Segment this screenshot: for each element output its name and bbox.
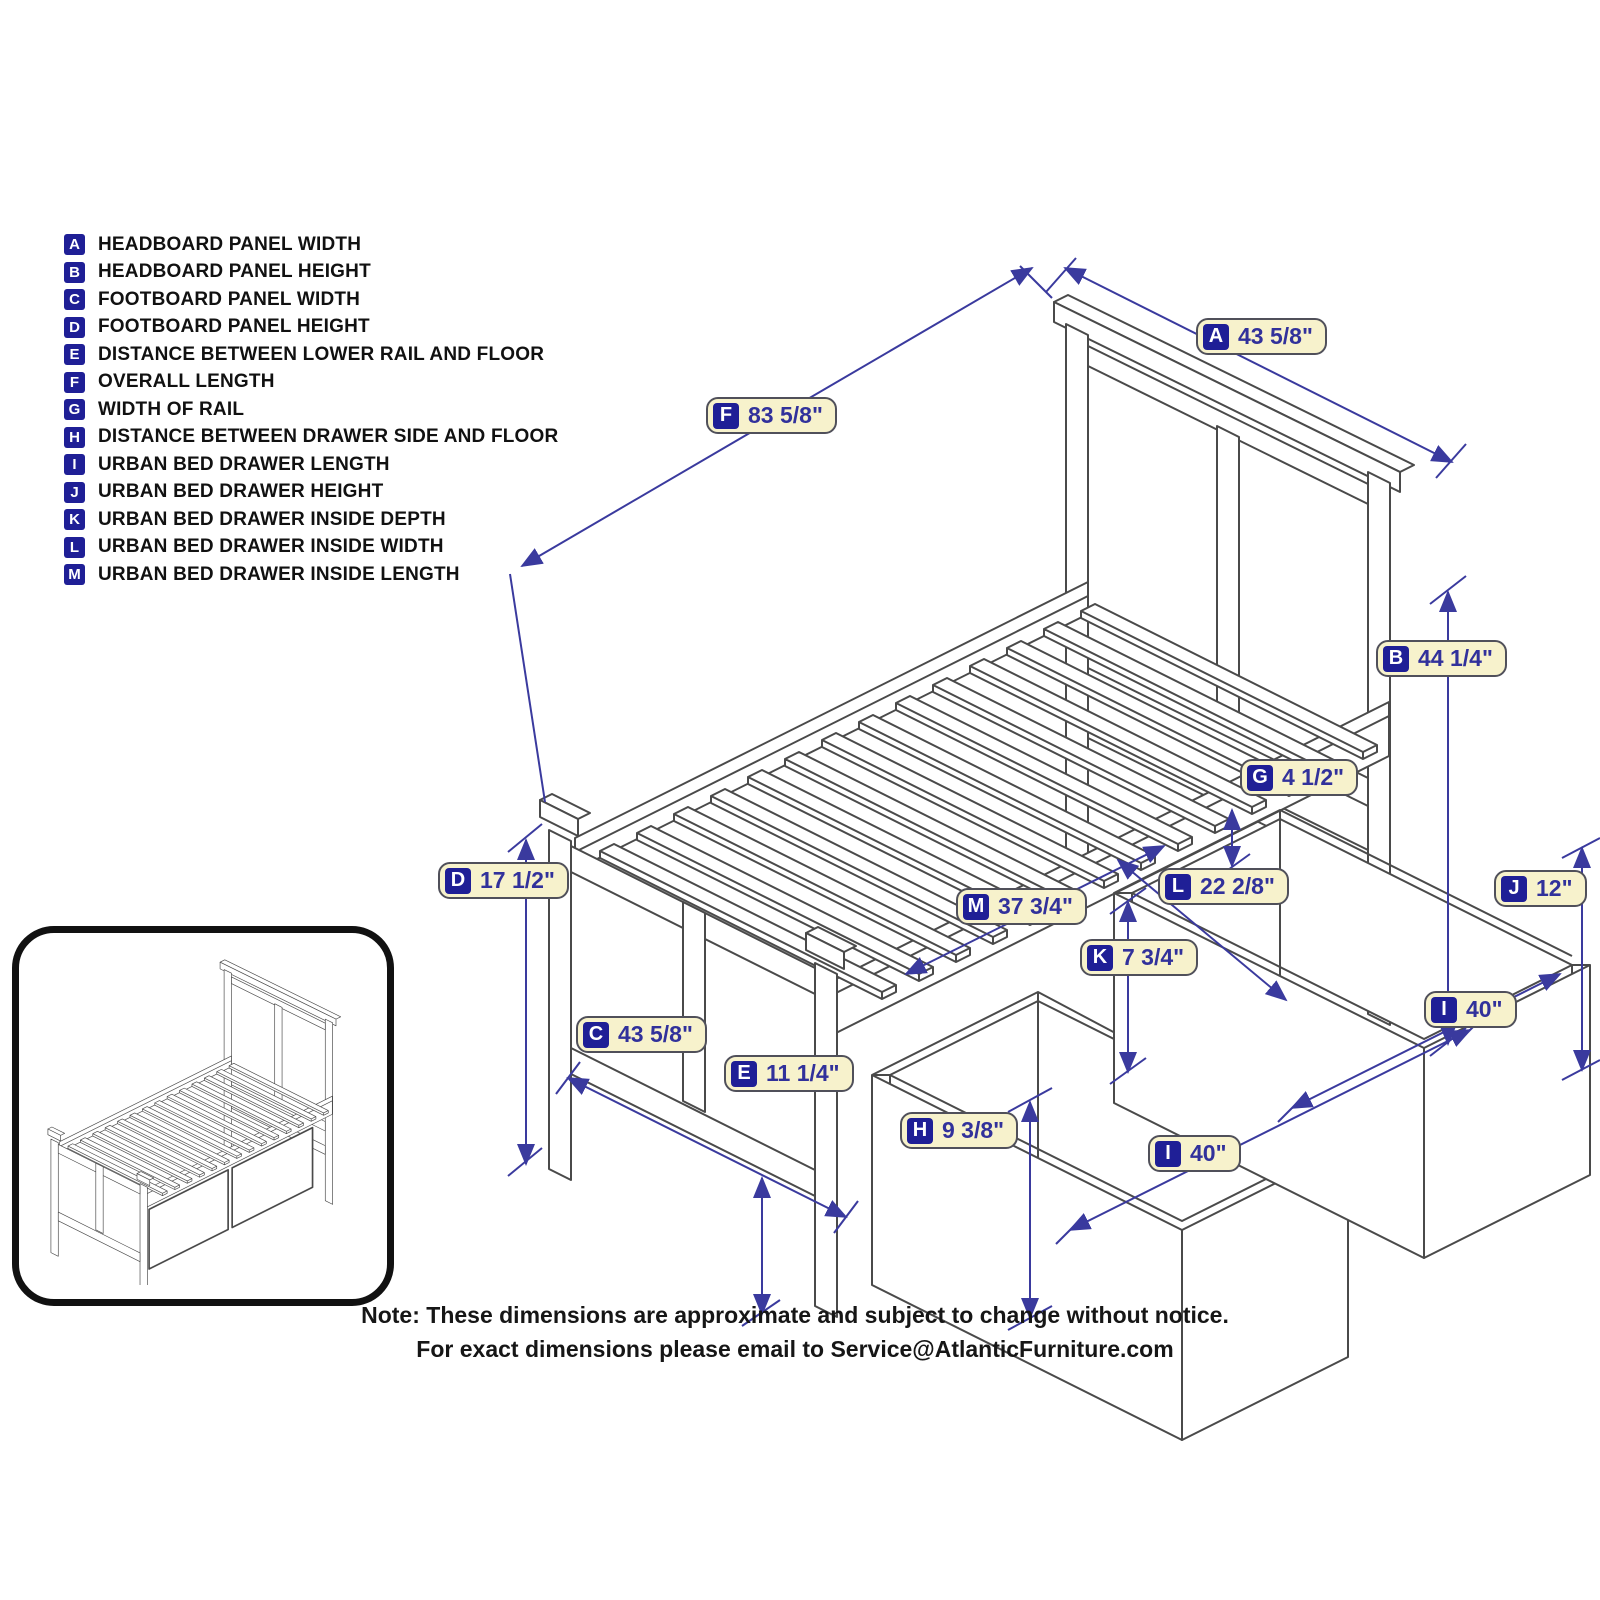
dim-letter: K xyxy=(1087,945,1113,971)
dim-value: 12" xyxy=(1536,875,1573,901)
legend-item xyxy=(64,427,558,448)
legend-letter-badge: G xyxy=(64,399,85,420)
legend-item xyxy=(64,564,558,585)
dim-value: 43 5/8" xyxy=(618,1021,693,1047)
dim-letter: L xyxy=(1165,874,1191,900)
legend-item xyxy=(64,454,558,475)
dim-label-j xyxy=(1494,870,1587,907)
dim-letter: E xyxy=(731,1061,757,1087)
dim-letter: I xyxy=(1431,997,1457,1023)
legend-item xyxy=(64,482,558,503)
dim-letter: C xyxy=(583,1022,609,1048)
dim-letter: F xyxy=(713,403,739,429)
dim-letter: D xyxy=(445,868,471,894)
dim-letter: B xyxy=(1383,646,1409,672)
legend-label: URBAN BED DRAWER HEIGHT xyxy=(98,481,384,502)
legend-letter-badge: L xyxy=(64,537,85,558)
legend-label: HEADBOARD PANEL HEIGHT xyxy=(98,261,371,282)
dim-label-d xyxy=(438,862,569,899)
legend-label: OVERALL LENGTH xyxy=(98,371,275,392)
dim-label-c xyxy=(576,1016,707,1053)
legend-item xyxy=(64,372,558,393)
dim-value: 37 3/4" xyxy=(998,893,1073,919)
legend-label: URBAN BED DRAWER LENGTH xyxy=(98,453,390,475)
legend-label: FOOTBOARD PANEL HEIGHT xyxy=(98,316,370,337)
bed-thumbnail xyxy=(12,926,394,1306)
dim-label-h xyxy=(900,1112,1018,1149)
dim-value: 11 1/4" xyxy=(766,1060,840,1086)
dim-letter: M xyxy=(963,894,989,920)
legend-item xyxy=(64,234,558,255)
legend-item xyxy=(64,509,558,530)
dim-value: 7 3/4" xyxy=(1122,944,1185,970)
legend-letter-badge: D xyxy=(64,317,85,338)
bed-thumbnail-drawing xyxy=(19,933,373,1285)
dim-label-i-bottom xyxy=(1148,1135,1241,1172)
legend-letter-badge: B xyxy=(64,262,85,283)
legend-letter-badge: J xyxy=(64,482,85,503)
dim-value: 43 5/8" xyxy=(1238,323,1313,349)
legend-item xyxy=(64,344,558,365)
dim-label-g xyxy=(1240,759,1358,796)
legend-label: HEADBOARD PANEL WIDTH xyxy=(98,233,362,255)
legend-letter-badge: C xyxy=(64,289,85,310)
dim-value: 83 5/8" xyxy=(748,402,823,428)
legend-label: DISTANCE BETWEEN DRAWER SIDE AND FLOOR xyxy=(98,426,559,447)
legend-label: DISTANCE BETWEEN LOWER RAIL AND FLOOR xyxy=(98,343,545,365)
dim-label-a xyxy=(1196,318,1327,355)
legend-label: URBAN BED DRAWER INSIDE DEPTH xyxy=(98,508,446,530)
dim-label-b xyxy=(1376,640,1507,677)
dim-label-e xyxy=(724,1055,854,1092)
dim-value: 4 1/2" xyxy=(1282,764,1345,790)
dim-label-m xyxy=(956,888,1087,925)
dim-letter: H xyxy=(907,1118,933,1144)
legend-label: FOOTBOARD PANEL WIDTH xyxy=(98,288,361,310)
note-line-1: Note: These dimensions are approximate and subject to change without notice. xyxy=(361,1302,1229,1328)
dim-value: 44 1/4" xyxy=(1418,645,1493,671)
legend-letter-badge: A xyxy=(64,234,85,255)
dim-letter: G xyxy=(1247,765,1273,791)
dim-value: 17 1/2" xyxy=(480,867,555,893)
dim-label-k xyxy=(1080,939,1198,976)
legend-letter-badge: E xyxy=(64,344,85,365)
dim-letter: I xyxy=(1155,1141,1181,1167)
dim-letter: J xyxy=(1501,876,1527,902)
legend-item xyxy=(64,399,558,420)
legend-letter-badge: H xyxy=(64,427,85,448)
legend-letter-badge: I xyxy=(64,454,85,475)
dim-label-i-right xyxy=(1424,991,1517,1028)
legend-item xyxy=(64,317,558,338)
dim-label-f xyxy=(706,397,837,434)
legend-label: URBAN BED DRAWER INSIDE LENGTH xyxy=(98,563,460,585)
legend-item xyxy=(64,262,558,283)
legend-item xyxy=(64,289,558,310)
legend xyxy=(64,234,558,585)
note-line-2: For exact dimensions please email to Service@AtlanticFurniture.com xyxy=(416,1336,1174,1362)
dim-value: 9 3/8" xyxy=(942,1117,1005,1143)
legend-label: URBAN BED DRAWER INSIDE WIDTH xyxy=(98,536,444,557)
legend-letter-badge: F xyxy=(64,372,85,393)
legend-letter-badge: K xyxy=(64,509,85,530)
note xyxy=(0,1298,1590,1366)
dim-value: 40" xyxy=(1466,996,1503,1022)
legend-label: WIDTH OF RAIL xyxy=(98,398,245,420)
dim-value: 40" xyxy=(1190,1140,1227,1166)
dim-label-l xyxy=(1158,868,1289,905)
legend-item xyxy=(64,537,558,558)
legend-letter-badge: M xyxy=(64,564,85,585)
dim-letter: A xyxy=(1203,324,1229,350)
dim-value: 22 2/8" xyxy=(1200,873,1275,899)
